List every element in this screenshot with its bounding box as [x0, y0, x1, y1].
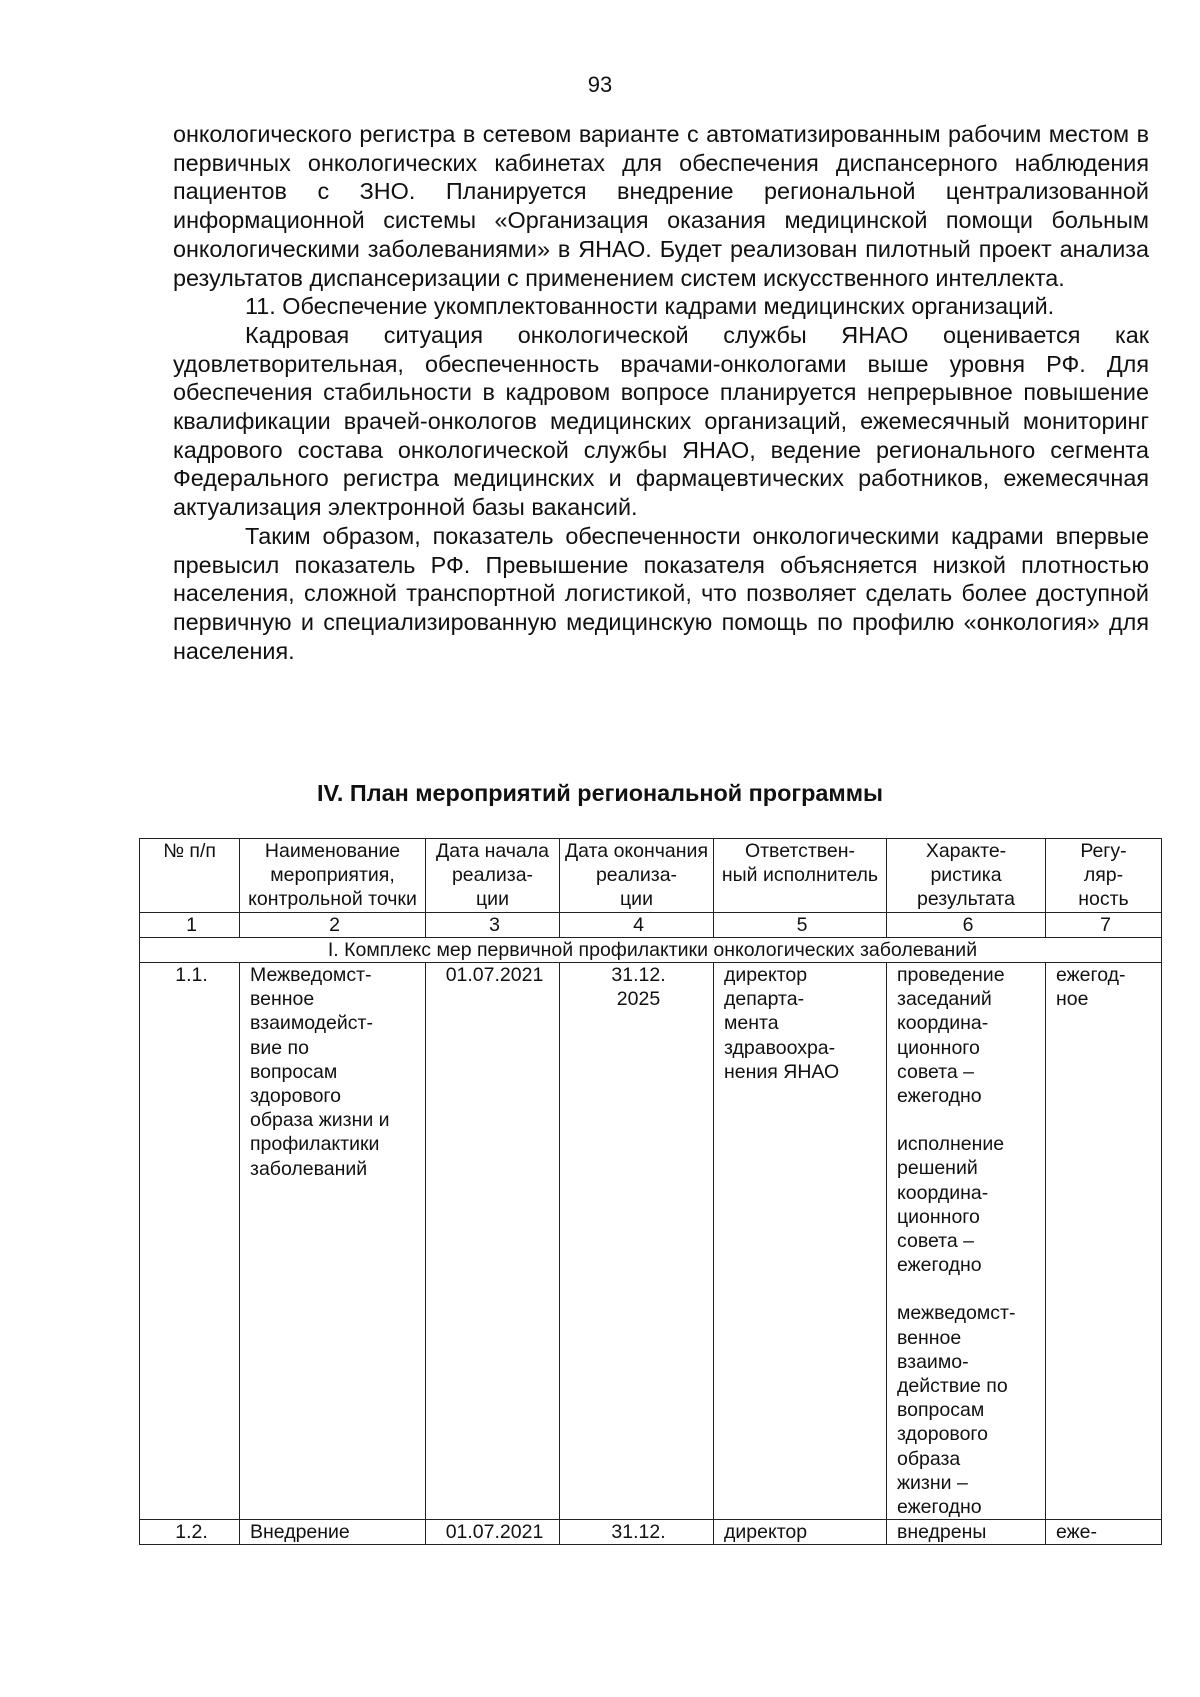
row-regularity: ежегод- ное — [1046, 963, 1162, 1520]
row-result-part: межведомст- венное взаимо- действие по вопросам здорового образа жизни – ежегодно — [897, 1302, 1016, 1519]
table-section-row — [140, 937, 1162, 962]
column-number: 2 — [240, 912, 426, 937]
row-responsible: директор — [714, 1520, 887, 1545]
section-title: IV. План мероприятий региональной программы — [316, 780, 883, 806]
row-end-date: 31.12. 2025 — [560, 963, 714, 1520]
paragraph-registry: онкологического регистра в сетевом варианте с автоматизированным рабочим местом в первичных онкологических кабинетах для обеспечения диспансерного наблюдения пациентов с ЗНО. Планируется внедрение региональной централизованной информационной системы «Организация оказания медицинской помощи больным онкологическими заболеваниями» в ЯНАО. Будет реализован пилотный проект анализа результатов диспансеризации с применением систем искусственного интеллекта. — [173, 121, 1149, 291]
column-number: 5 — [714, 912, 887, 937]
column-number: 1 — [140, 912, 240, 937]
row-result-part: проведение заседаний координа- ционного совета – ежегодно — [897, 964, 1005, 1108]
body-text — [173, 120, 1149, 665]
row-start-date: 01.07.2021 — [426, 1520, 560, 1545]
table-column-numbers-row — [140, 912, 1162, 937]
row-result: внедрены — [887, 1520, 1046, 1545]
paragraph-staffing-situation: Кадровая ситуация онкологической службы ЯНАО оценивается как удовлетворительная, обеспеченность врачами-онкологами выше уровня РФ. Для обеспечения стабильности в кадровом вопросе планируется непрерывное повышение квалификации врачей-онкологов медицинских организаций, ежемесячный мониторинг кадрового состава онкологической службы ЯНАО, ведение регионального сегмента Федерального регистра медицинских и фармацевтических работников, ежемесячная актуализация электронной базы вакансий. — [173, 321, 1149, 521]
table-section-title: I. Комплекс мер первичной профилактики онкологических заболеваний — [140, 937, 1162, 962]
table-row — [140, 963, 1162, 1520]
header-end-date: Дата окончания реализа- ции — [560, 839, 714, 913]
column-number: 6 — [887, 912, 1046, 937]
paragraph-staffing-heading: 11. Обеспечение укомплектованности кадрами медицинских организаций. — [245, 293, 1055, 320]
header-start-date: Дата начала реализа- ции — [426, 839, 560, 913]
row-name: Межведомст- венное взаимодейст- вие по вопросам здорового образа жизни и профилактики заболеваний — [240, 963, 426, 1520]
plan-table — [139, 838, 1162, 1545]
column-number: 4 — [560, 912, 714, 937]
row-number: 1.2. — [140, 1520, 240, 1545]
paragraph-conclusion: Таким образом, показатель обеспеченности онкологическими кадрами впервые превысил показатель РФ. Превышение показателя объясняется низкой плотностью населения, сложной транспортной логистикой, что позволяет сделать более доступной первичную и специализированную медицинскую помощь по профилю «онкология» для населения. — [173, 522, 1149, 664]
row-number: 1.1. — [140, 963, 240, 1520]
header-name: Наименование мероприятия, контрольной точки — [240, 839, 426, 913]
row-start-date: 01.07.2021 — [426, 963, 560, 1520]
row-end-date: 31.12. — [560, 1520, 714, 1545]
row-result — [887, 963, 1046, 1520]
row-result-part: исполнение решений координа- ционного совета – ежегодно — [897, 1133, 1005, 1277]
table-row — [140, 1520, 1162, 1545]
column-number: 3 — [426, 912, 560, 937]
column-number: 7 — [1046, 912, 1162, 937]
header-result: Характе- ристика результата — [887, 839, 1046, 913]
row-regularity: еже- — [1046, 1520, 1162, 1545]
table-header-row — [140, 839, 1162, 913]
row-responsible: директор дeпарта- мента здравоохра- нения ЯНАО — [714, 963, 887, 1520]
header-responsible: Ответствен- ный исполнитель — [714, 839, 887, 913]
row-name: Внедрение — [240, 1520, 426, 1545]
header-regularity: Регу- ляр- ность — [1046, 839, 1162, 913]
page-number: 93 — [587, 72, 613, 97]
header-number: № п/п — [140, 839, 240, 913]
